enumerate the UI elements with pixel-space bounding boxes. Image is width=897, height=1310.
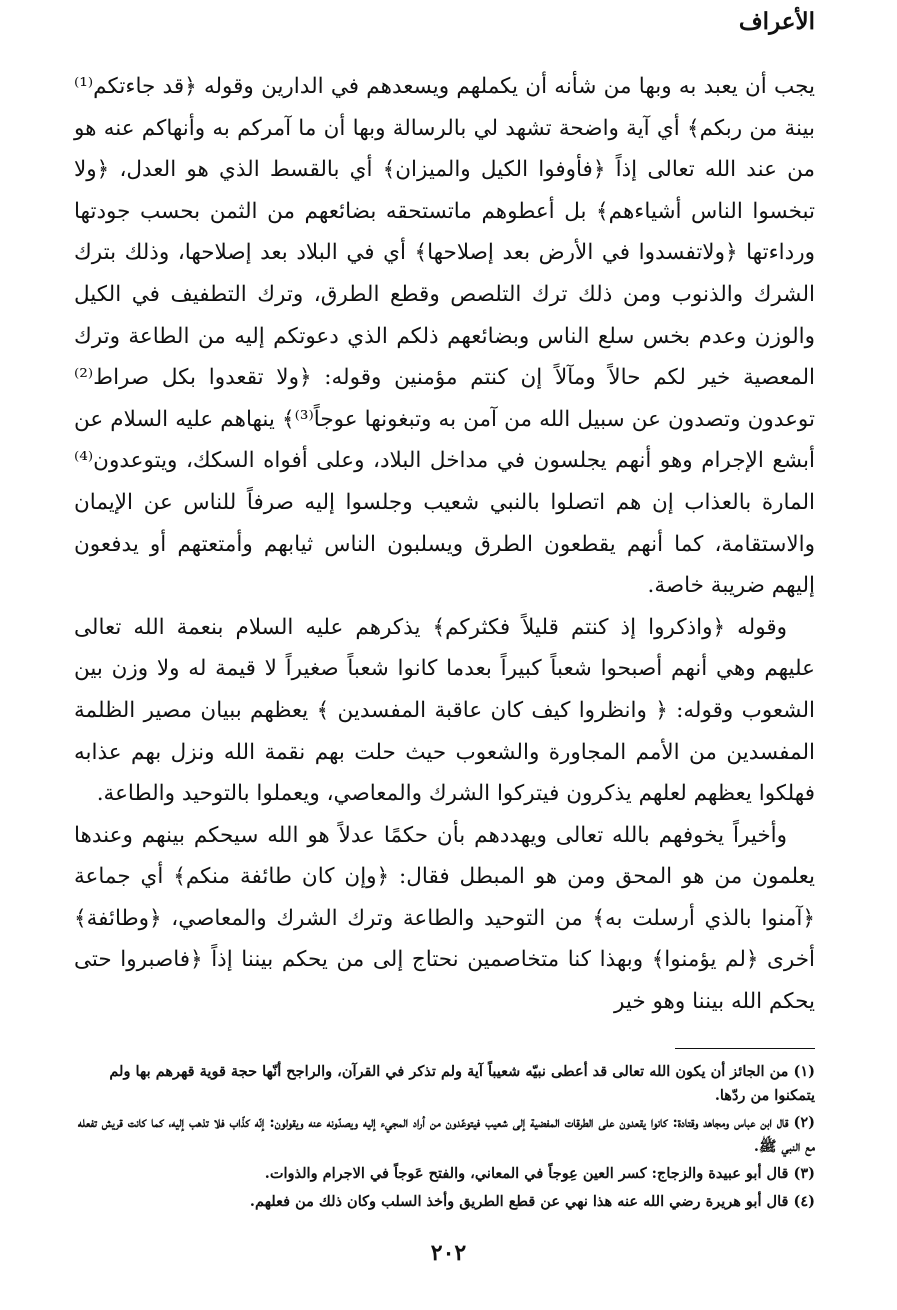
footnote-1: (١) من الجائز أن يكون الله تعالى قد أعطى نبيّه شعيباً آية ولم تذكر في القرآن، والراجح أنّها حجة قوية قهرهم بها ولم يتمكنوا من ردّها. [109, 1063, 815, 1104]
footnote-divider [675, 1048, 815, 1049]
footnote-3: (٣) قال أبو عبيدة والزجاج: كسر العين عِوجاً في المعاني، والفتح عَوجاً في الاجرام والذوات. [264, 1165, 815, 1182]
paragraph-1: يجب أن يعبد به وبها من شأنه أن يكملهم ويسعدهم في الدارين وقوله ﴿قد جاءتكم⁽¹⁾ بينة من ربكم﴾ أي آية واضحة تشهد لي بالرسالة وبها أن ما آمركم به وأنهاكم عنه هو من عند الله تعالى إذاً ﴿فأوفوا الكيل والميزان﴾ أي بالقسط الذي هو العدل، ﴿ولا تبخسوا الناس أشياءهم﴾ بل أعطوهم ماتستحقه بضائعهم من الثمن بحسب جودتها ورداءتها ﴿ولاتفسدوا في الأرض بعد إصلاحها﴾ أي في البلاد بعد إصلاحها، وذلك بترك الشرك والذنوب ومن ذلك ترك التلصص وقطع الطرق، وترك التطفيف في الكيل والوزن وعدم بخس سلع الناس وبضائعهم ذلكم الذي دعوتكم إليه من الطاعة وترك المعصية خير لكم حالاً ومآلاً إن كنتم مؤمنين وقوله: ﴿ولا تقعدوا بكل صراط⁽²⁾ توعدون وتصدون عن سبيل الله من آمن به وتبغونها عوجاً⁽³⁾﴾ ينهاهم عليه السلام عن أبشع الإجرام وهو أنهم يجلسون في مداخل البلاد، وعلى أفواه السكك، ويتوعدون⁽⁴⁾ المارة بالعذاب إن هم اتصلوا بالنبي شعيب وجلسوا إليه صرفاً للناس عن الإيمان والاستقامة، كما أنهم يقطعون الطرق ويسلبون الناس ثيابهم وأمتعتهم أو يدفعون إليهم ضريبة خاصة. [74, 74, 815, 599]
footnote-2: (٢) قال ابن عباس ومجاهد وقتادة: كانوا يقعدون على الطرقات المفضية إلى شعيب فيتوعّدون من أراد المجيء إليه ويصدّونه عنه ويقولون: إنّه كذّاب فلا تذهب إليه، كما كانت قريش تفعله مع النبي ﷺ. [77, 1114, 815, 1155]
footnotes [74, 1060, 815, 1217]
footnote-4: (٤) قال أبو هريرة رضي الله عنه هذا نهي عن قطع الطريق وأخذ السلب وكان ذلك من فعلهم. [249, 1192, 815, 1210]
page-number: ٢٠٢ [430, 1240, 467, 1266]
paragraph-2: وقوله ﴿واذكروا إذ كنتم قليلاً فكثركم﴾ يذكرهم عليه السلام بنعمة الله تعالى عليهم وهي أنهم أصبحوا شعباً كبيراً بعدما كانوا شعباً صغيراً لا قيمة له ولا وزن بين الشعوب وقوله: ﴿ وانظروا كيف كان عاقبة المفسدين ﴾ يعظهم ببيان مصير الظلمة المفسدين من الأمم المجاورة والشعوب حيث حلت بهم نقمة الله ونزل بهم عذابه فهلكوا يعظهم لعلهم يذكرون فيتركوا الشرك والمعاصي، ويعملوا بالتوحيد والطاعة. [74, 614, 815, 807]
main-text [74, 66, 815, 1023]
running-header: الأعراف [738, 8, 815, 35]
paragraph-3: وأخيراً يخوفهم بالله تعالى ويهددهم بأن حكمًا عدلاً هو الله سيحكم بينهم وعندها يعلمون من هو المحق ومن هو المبطل فقال: ﴿وإن كان طائفة منكم﴾ أي جماعة ﴿آمنوا بالذي أرسلت به﴾ من التوحيد والطاعة وترك الشرك والمعاصي، ﴿وطائفة﴾ أخرى ﴿لم يؤمنوا﴾ وبهذا كنا متخاصمين نحتاج إلى من يحكم بيننا إذاً ﴿فاصبروا حتى يحكم الله بيننا وهو خير [74, 822, 815, 1015]
